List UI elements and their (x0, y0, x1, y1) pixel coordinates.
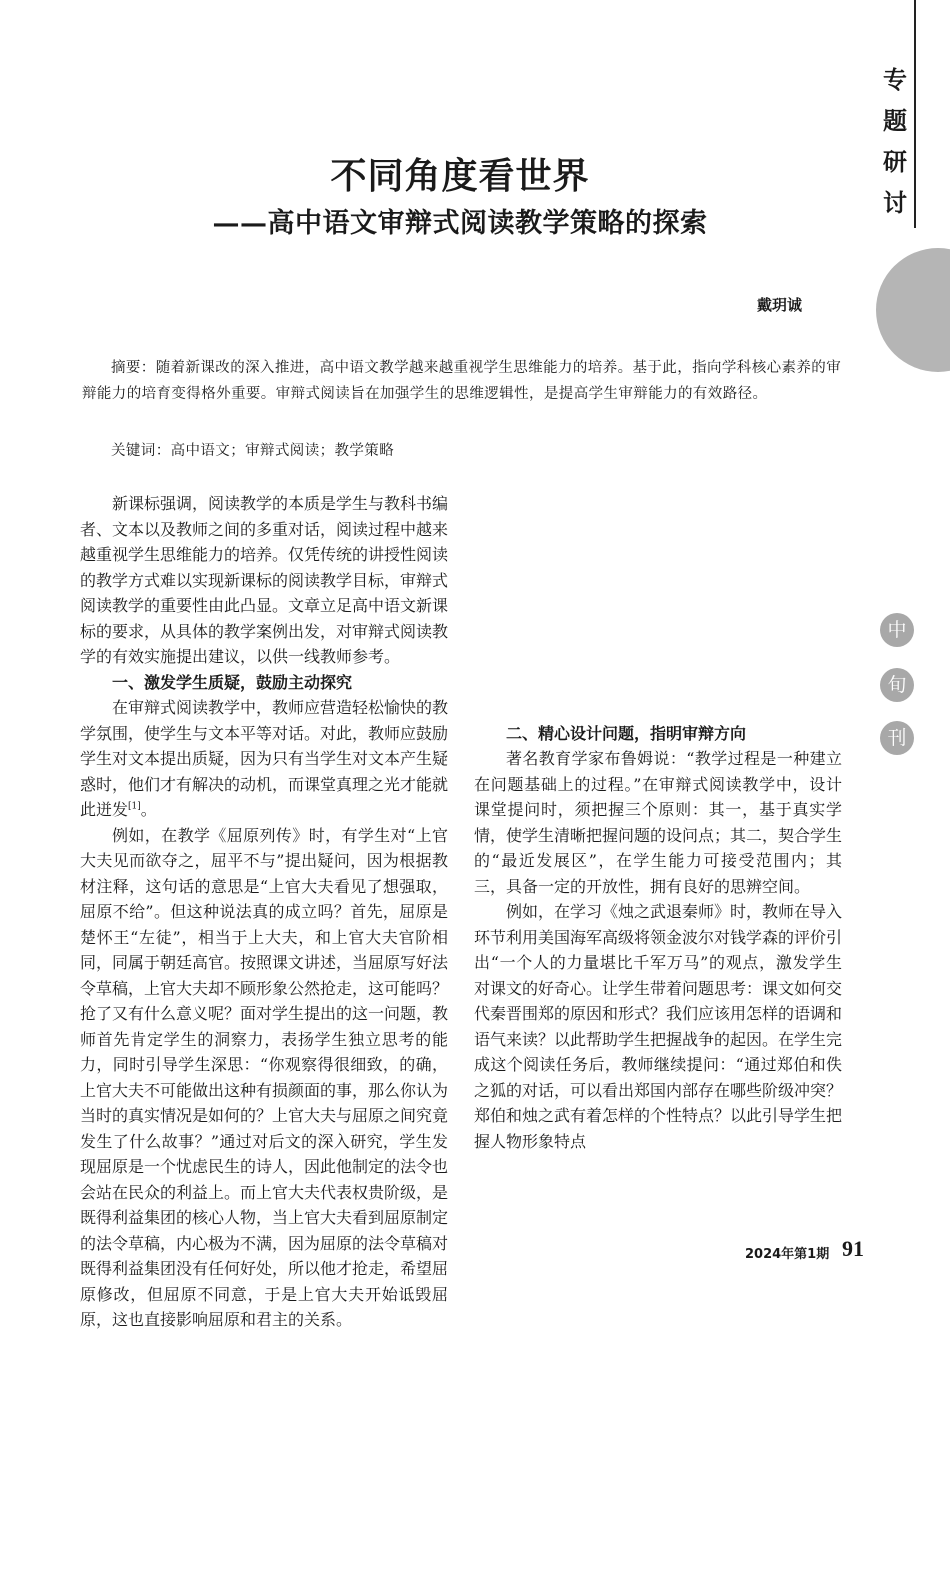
section-char: 研 (883, 148, 907, 176)
paragraph-text: 在审辩式阅读教学中，教师应营造轻松愉快的教学氛围，使学生与文本平等对话。对此，教师应鼓励学生对文本提出质疑，因为只有当学生对文本产生疑惑时，他们才有解决的动机，而课堂真理之光才能就此迸发 (80, 698, 449, 819)
section-char: 讨 (883, 189, 907, 217)
left-column (80, 491, 448, 1588)
citation-mark: [1] (128, 801, 141, 812)
keywords (82, 438, 844, 464)
section-heading-1: 一、激发学生质疑，鼓励主动探究 (112, 672, 353, 692)
decorative-circle (876, 248, 950, 372)
page-number: 91 (842, 1236, 864, 1261)
continued-paragraph-clip (474, 491, 842, 721)
issue-label: 2024年第1期 (745, 1247, 830, 1262)
abstract-text: 摘要：随着新课改的深入推进，高中语文教学越来越重视学生思维能力的培养。基于此，指向学科核心素养的审辩能力的培育变得格外重要。审辩式阅读旨在加强学生的思维逻辑性，是提高学生审辩能力的有效路径。 (82, 360, 842, 402)
paragraph-intro: 新课标强调，阅读教学的本质是学生与教科书编者、文本以及教师之间的多重对话，阅读过程中越来越重视学生思维能力的培养。仅凭传统的讲授性阅读的教学方式难以实现新课标的阅读教学目标，审辩式阅读教学的重要性由此凸显。文章立足高中语文新课标的要求，从具体的教学案例出发，对审辩式阅读教学的有效实施提出建议，以供一线教师参考。 (80, 494, 449, 666)
section-heading-2: 二、精心设计问题，指明审辩方向 (506, 723, 747, 743)
right-column (474, 491, 842, 1154)
journal-badge-zhong: 中 (880, 613, 914, 647)
section-label (880, 60, 910, 224)
author-name: 戴玥诚 (756, 296, 802, 314)
journal-badge-xun: 旬 (880, 668, 914, 702)
paragraph-example-quyuan: 例如，在教学《屈原列传》时，有学生对“上官大夫见而欲夺之，屈平不与”提出疑问，因为根据教材注释，这句话的意思是“上官大夫看见了想强取，屈原不给”。但这种说法真的成立吗？首先，屈原是楚怀王“左徒”，相当于上大夫，和上官大夫官阶相同，同属于朝廷高官。按照课文讲述，当屈原写好法令草稿，上官大夫却不顾形象公然抢走，这可能吗？抢了又有什么意义呢？面对学生提出的这一问题，教师首先肯定学生的洞察力，表扬学生独立思考的能力，同时引导学生深思：“你观察得很细致，的确，上官大夫不可能做出这种有损颜面的事，那么你认为当时的真实情况是如何的？上官大夫与屈原之间究竟发生了什么故事？”通过对后文的深入研究，学生发现屈原是一个忧虑民生的诗人，因此他制定的法令也会站在民众的利益上。而上官大夫代表权贵阶级，是既得利益集团的核心人物，当上官大夫看到屈原制定的法令草稿，内心极为不满，因为屈原的法令草稿对既得利益集团没有任何好处，所以他才抢走，希望屈原修改，但屈原不同意，于是上官大夫开始诋毁屈原，这也直接影响屈原和君主的关系。 (80, 825, 448, 1329)
article-title: 不同角度看世界 (330, 156, 590, 197)
paragraph-end-punct: 。 (140, 800, 157, 819)
section-char: 题 (883, 107, 907, 135)
paragraph-bloom: 著名教育学家布鲁姆说：“教学过程是一种建立在问题基础上的过程。”在审辩式阅读教学中，设计课堂提问时，须把握三个原则：其一，基于真实学情，使学生清晰把握问题的设问点；其二，契合学生的“最近发展区”，在学生能力可接受范围内；其三，具备一定的开放性，拥有良好的思辨空间。 (474, 749, 843, 896)
paragraph-section1-intro (80, 695, 448, 823)
paragraph-example-zhuzhiwu: 例如，在学习《烛之武退秦师》时，教师在导入环节利用美国海军高级将领金波尔对钱学森的评价引出“一个人的力量堪比千军万马”的观点，激发学生对课文的好奇心。让学生带着问题思考：课文如何交代秦晋围郑的原因和形式？我们应该用怎样的语调和语气来读？以此帮助学生把握战争的起因。在学生完成这个阅读任务后，教师继续提问：“通过郑伯和佚之狐的对话，可以看出郑国内部存在哪些阶级冲突？郑伯和烛之武有着怎样的个性特点？以此引导学生把握人物形象特点 (474, 902, 843, 1151)
abstract (82, 355, 844, 407)
journal-badge-kan: 刊 (880, 721, 914, 755)
section-char: 专 (883, 66, 907, 94)
keywords-text: 关键词：高中语文；审辩式阅读；教学策略 (111, 443, 395, 459)
article-subtitle: ——高中语文审辩式阅读教学策略的探索 (212, 208, 708, 239)
